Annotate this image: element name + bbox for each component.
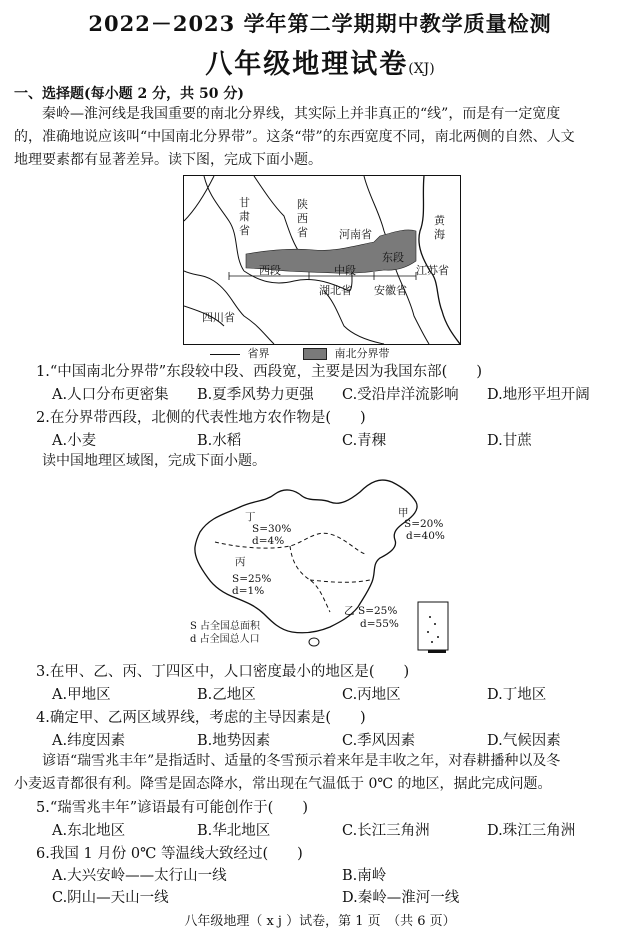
q6-option-d[interactable]: D.秦岭—淮河一线 bbox=[342, 890, 460, 906]
q5-option-a[interactable]: A.东北地区 bbox=[52, 823, 126, 839]
map1-label-anhui: 安徽省 bbox=[374, 284, 407, 297]
region-ding-s: S=30% bbox=[252, 523, 292, 535]
question-2-options bbox=[52, 429, 632, 450]
map1-label-gansu-1: 甘 bbox=[239, 196, 250, 209]
q4-option-d[interactable]: D.气候因素 bbox=[487, 733, 561, 749]
legend-band-swatch bbox=[303, 348, 327, 360]
question-6-options-row1 bbox=[52, 864, 632, 885]
q2-option-d[interactable]: D.甘蔗 bbox=[487, 433, 532, 449]
region-jia-s: S=20% bbox=[404, 518, 444, 530]
exam-subject-title: 八年级地理试卷 bbox=[205, 49, 409, 80]
region-jia-name: 甲 bbox=[398, 507, 409, 519]
passage3-line1: 谚语“瑞雪兆丰年”是指适时、适量的冬雪预示着来年是丰收之年，对春耕播种以及冬 bbox=[42, 753, 561, 769]
map1-label-east-segment: 东段 bbox=[382, 251, 404, 264]
question-4-stem: 4.确定甲、乙两区域界线，考虑的主导因素是( ) bbox=[36, 710, 366, 726]
map-north-south-band bbox=[183, 175, 461, 345]
map-china-regions bbox=[180, 472, 462, 658]
q6-option-b[interactable]: B.南岭 bbox=[342, 868, 387, 884]
question-5-options bbox=[52, 819, 632, 840]
map1-label-henan: 河南省 bbox=[339, 228, 372, 241]
question-1-stem: 1.“中国南北分界带”东段较中段、西段宽，主要是因为我国东部( ) bbox=[36, 364, 482, 380]
region-ding-d: d=4% bbox=[252, 535, 285, 547]
region-bing-s: S=25% bbox=[232, 573, 272, 585]
region-bing-name: 丙 bbox=[235, 556, 246, 568]
map1-label-jiangsu: 江苏省 bbox=[416, 264, 449, 277]
exam-title-line1: 2022－2023 学年第二学期期中教学质量检测 bbox=[88, 11, 552, 36]
passage2-text: 读中国地理区域图，完成下面小题。 bbox=[42, 453, 266, 469]
map1-label-shaanxi-2: 西 bbox=[297, 212, 308, 225]
question-2-stem: 2.在分界带西段，北侧的代表性地方农作物是( ) bbox=[36, 410, 366, 426]
q4-option-c[interactable]: C.季风因素 bbox=[342, 733, 416, 749]
q2-option-b[interactable]: B.水稻 bbox=[197, 433, 242, 449]
map2-legend-s: S 占全国总面积 bbox=[190, 621, 261, 632]
q2-option-c[interactable]: C.青稞 bbox=[342, 433, 387, 449]
map1-svg bbox=[184, 176, 460, 344]
map1-label-shaanxi-1: 陕 bbox=[297, 198, 308, 211]
legend-border-label: 省界 bbox=[247, 347, 270, 360]
map1-label-west-segment: 西段 bbox=[259, 264, 281, 277]
exam-title-line2 bbox=[0, 42, 640, 81]
passage1-line1: 秦岭—淮河线是我国重要的南北分界线，其实际上并非真正的“线”，而是有一定宽度 bbox=[42, 106, 561, 122]
map2-svg bbox=[180, 472, 462, 658]
map1-legend bbox=[210, 345, 450, 361]
passage3-line2: 小麦返青都很有利。降雪是固态降水，常出现在气温低于 0℃ 的地区，据此完成问题。 bbox=[14, 776, 552, 792]
question-3-stem: 3.在甲、乙、丙、丁四区中，人口密度最小的地区是( ) bbox=[36, 664, 410, 680]
map1-label-hubei: 湖北省 bbox=[319, 284, 352, 297]
map1-label-huanghai-1: 黄 bbox=[434, 214, 445, 227]
q1-option-b[interactable]: B.夏季风势力更强 bbox=[197, 387, 314, 403]
q2-option-a[interactable]: A.小麦 bbox=[52, 433, 97, 449]
map1-label-sichuan: 四川省 bbox=[202, 311, 235, 324]
south-china-sea-inset bbox=[418, 602, 448, 650]
q3-option-b[interactable]: B.乙地区 bbox=[197, 687, 256, 703]
exam-edition-suffix: (XJ) bbox=[408, 61, 435, 77]
q4-option-a[interactable]: A.纬度因素 bbox=[52, 733, 126, 749]
map1-label-gansu-3: 省 bbox=[239, 224, 250, 237]
q3-option-a[interactable]: A.甲地区 bbox=[52, 687, 111, 703]
question-3-options bbox=[52, 683, 632, 704]
q6-option-c[interactable]: C.阴山—天山一线 bbox=[52, 890, 169, 906]
q3-option-d[interactable]: D.丁地区 bbox=[487, 687, 547, 703]
passage1-line2: 的，准确地说应该叫“中国南北分界带”。这条“带”的东西宽度不同，南北两侧的自然、人文 bbox=[14, 129, 575, 145]
question-6-stem: 6.我国 1 月份 0℃ 等温线大致经过( ) bbox=[36, 846, 303, 862]
q1-option-d[interactable]: D.地形平坦开阔 bbox=[487, 387, 590, 403]
region-bing-d: d=1% bbox=[232, 585, 265, 597]
q1-option-a[interactable]: A.人口分布更密集 bbox=[52, 387, 169, 403]
map1-label-huanghai-2: 海 bbox=[434, 228, 445, 241]
map1-label-gansu-2: 肃 bbox=[239, 210, 250, 223]
q4-option-b[interactable]: B.地势因素 bbox=[197, 733, 271, 749]
q5-option-b[interactable]: B.华北地区 bbox=[197, 823, 271, 839]
q1-option-c[interactable]: C.受沿岸洋流影响 bbox=[342, 387, 459, 403]
q6-option-a[interactable]: A.大兴安岭——太行山一线 bbox=[52, 868, 227, 884]
section-heading: 一、选择题(每小题 2 分，共 50 分) bbox=[14, 86, 244, 102]
map1-label-shaanxi-3: 省 bbox=[297, 226, 308, 239]
region-yi-d: d=55% bbox=[360, 618, 399, 630]
region-yi-s: S=25% bbox=[358, 605, 398, 617]
map1-label-middle-segment: 中段 bbox=[334, 264, 356, 277]
question-1-options bbox=[52, 383, 632, 404]
question-5-stem: 5.“瑞雪兆丰年”谚语最有可能创作于( ) bbox=[36, 800, 308, 816]
legend-band-label: 南北分界带 bbox=[334, 347, 390, 360]
question-4-options bbox=[52, 729, 632, 750]
passage1-line3: 地理要素都有显著差异。读下图，完成下面小题。 bbox=[14, 152, 322, 168]
map2-legend-d: d 占全国总人口 bbox=[190, 634, 260, 645]
question-6-options-row2 bbox=[52, 886, 632, 907]
q3-option-c[interactable]: C.丙地区 bbox=[342, 687, 401, 703]
region-ding-name: 丁 bbox=[245, 511, 256, 523]
q5-option-c[interactable]: C.长江三角洲 bbox=[342, 823, 430, 839]
page-footer: 八年级地理（ x j ）试卷，第 1 页 （共 6 页） bbox=[184, 914, 456, 929]
legend-border-swatch bbox=[210, 354, 240, 355]
region-jia-d: d=40% bbox=[406, 530, 445, 542]
region-yi-name: 乙 bbox=[344, 605, 355, 617]
q5-option-d[interactable]: D.珠江三角洲 bbox=[487, 823, 576, 839]
